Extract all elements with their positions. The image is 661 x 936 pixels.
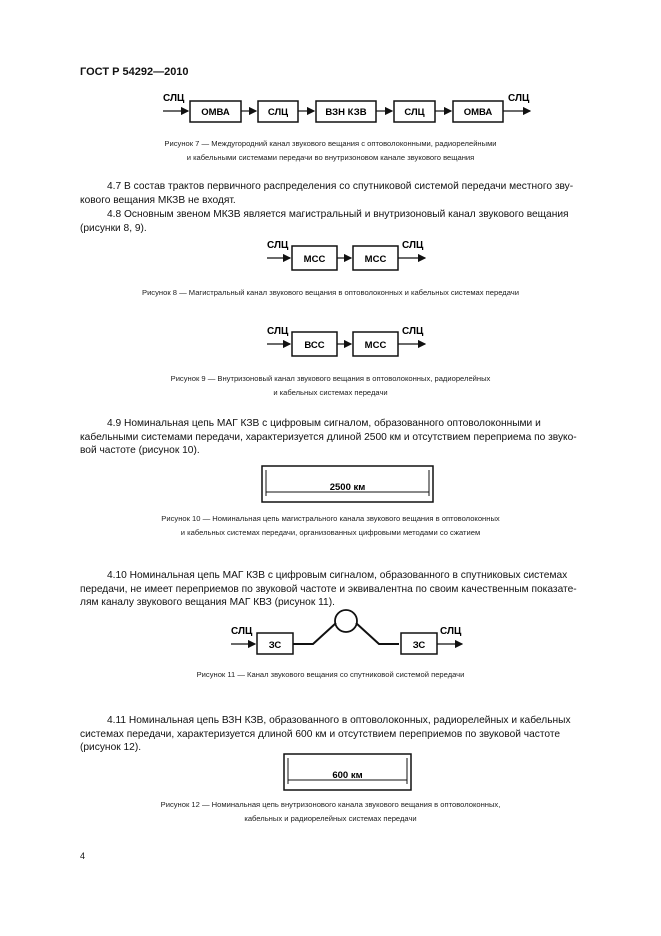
- figure-10-diagram: [0, 464, 661, 504]
- figure-7-caption-line2: и кабельными системами передачи во внутризоновом канале звукового вещания: [186, 153, 475, 162]
- fig9-block-2-label: МСС: [364, 340, 387, 351]
- fig7-signal-right: СЛЦ: [508, 93, 530, 104]
- figure-10-caption: [60, 512, 601, 540]
- figure-7-caption-line1: Рисунок 7 — Междугородний канал звукового вещания с оптоволоконными, радиорелейными: [164, 139, 497, 148]
- fig7-signal-left: СЛЦ: [163, 93, 185, 104]
- figure-8-caption: Рисунок 8 — Магистральный канал звукового вещания в оптоволоконных и кабельных системах передачи: [142, 288, 519, 297]
- paragraph-4-11-line3: (рисунок 12).: [80, 742, 142, 754]
- fig8-signal-left: СЛЦ: [267, 240, 289, 251]
- figure-10-caption-line2: и кабельных системах передачи, организованных цифровыми методами со сжатием: [180, 528, 481, 537]
- paragraph-4-9: [80, 417, 615, 458]
- fig9-signal-right: СЛЦ: [402, 326, 424, 337]
- paragraph-4-7: [80, 180, 615, 207]
- fig8-block-1-label: МСС: [303, 254, 326, 265]
- page-number: 4: [80, 851, 86, 861]
- figure-9-caption-line1: Рисунок 9 — Внутризоновый канал звукового вещания в оптоволоконных, радиорелейных: [170, 374, 491, 383]
- figure-9-caption: [60, 372, 601, 400]
- fig7-block-3-label: ВЗН КЗВ: [325, 107, 367, 118]
- fig7-block-2-label: СЛЦ: [267, 107, 289, 118]
- document-header: ГОСТ Р 54292—2010: [80, 66, 189, 78]
- figure-12-caption: [60, 798, 601, 826]
- paragraph-4-10-line2: передачи, не имеет переприемов по звуковой частоте и эквивалентна по своим качественным показате-: [80, 583, 577, 595]
- figure-8-diagram: [0, 236, 661, 274]
- figure-12-caption-line2: кабельных и радиорелейных системах передачи: [244, 814, 417, 823]
- fig9-block-1-label: ВСС: [304, 340, 325, 351]
- figure-7-diagram: [0, 88, 661, 134]
- fig11-block-2-label: ЗС: [412, 640, 426, 651]
- figure-11-caption: Рисунок 11 — Канал звукового вещания со спутниковой системой передачи: [196, 670, 465, 679]
- paragraph-4-8-line2: (рисунки 8, 9).: [80, 222, 147, 234]
- fig7-block-4-label: СЛЦ: [404, 107, 425, 118]
- fig12-length-label: 600 км: [332, 770, 363, 781]
- figure-7-caption: [60, 137, 601, 165]
- paragraph-4-8: [80, 208, 615, 235]
- fig8-signal-right: СЛЦ: [402, 240, 424, 251]
- fig11-block-1-label: ЗС: [268, 640, 282, 651]
- figure-11-diagram: [0, 608, 661, 656]
- fig7-block-5-label: ОМВА: [463, 107, 493, 118]
- paragraph-4-7-line1: 4.7 В состав трактов первичного распределения со спутниковой системой передачи местного зву-: [107, 181, 574, 192]
- paragraph-4-9-line1: 4.9 Номинальная цепь МАГ КЗВ с цифровым сигналом, образованного оптоволоконными и: [107, 418, 541, 429]
- paragraph-4-10-line3: лям каналу звукового вещания МАГ КВЗ (рисунок 11).: [80, 597, 335, 609]
- paragraph-4-7-line2: кового вещания МКЗВ не входят.: [80, 194, 236, 206]
- paragraph-4-9-line3: вой частоте (рисунок 10).: [80, 445, 200, 457]
- fig9-signal-left: СЛЦ: [267, 326, 289, 337]
- fig7-block-1-label: ОМВА: [201, 107, 230, 118]
- paragraph-4-9-line2: кабельными системами передачи, характеризуется длиной 2500 км и отсутствием переприема по звуко-: [80, 431, 577, 443]
- satellite-icon: [335, 610, 357, 632]
- fig11-signal-right: СЛЦ: [440, 626, 462, 637]
- fig11-signal-left: СЛЦ: [231, 626, 253, 637]
- paragraph-4-8-line1: 4.8 Основным звеном МКЗВ является магистральный и внутризоновый канал звукового вещания: [107, 209, 569, 220]
- paragraph-4-11-line2: системах передачи, характеризуется длиной 600 км и отсутствием переприемов по звуковой частоте: [80, 728, 561, 740]
- figure-12-caption-line1: Рисунок 12 — Номинальная цепь внутризонового канала звукового вещания в оптоволоконных,: [160, 800, 501, 809]
- figure-9-caption-line2: и кабельных системах передачи: [273, 388, 388, 397]
- paragraph-4-11-line1: 4.11 Номинальная цепь ВЗН КЗВ, образованного в оптоволоконных, радиорелейных и кабельных: [107, 715, 571, 726]
- paragraph-4-10-line1: 4.10 Номинальная цепь МАГ КЗВ с цифровым сигналом, образованного в спутниковых системах: [107, 570, 568, 581]
- figure-10-caption-line1: Рисунок 10 — Номинальная цепь магистрального канала звукового вещания в оптоволоконных: [161, 514, 500, 523]
- fig10-length-label: 2500 км: [329, 482, 366, 493]
- figure-9-diagram: [0, 322, 661, 360]
- paragraph-4-11: [80, 714, 615, 755]
- paragraph-4-10: [80, 569, 615, 610]
- fig8-block-2-label: МСС: [364, 254, 387, 265]
- figure-12-diagram: [0, 752, 661, 792]
